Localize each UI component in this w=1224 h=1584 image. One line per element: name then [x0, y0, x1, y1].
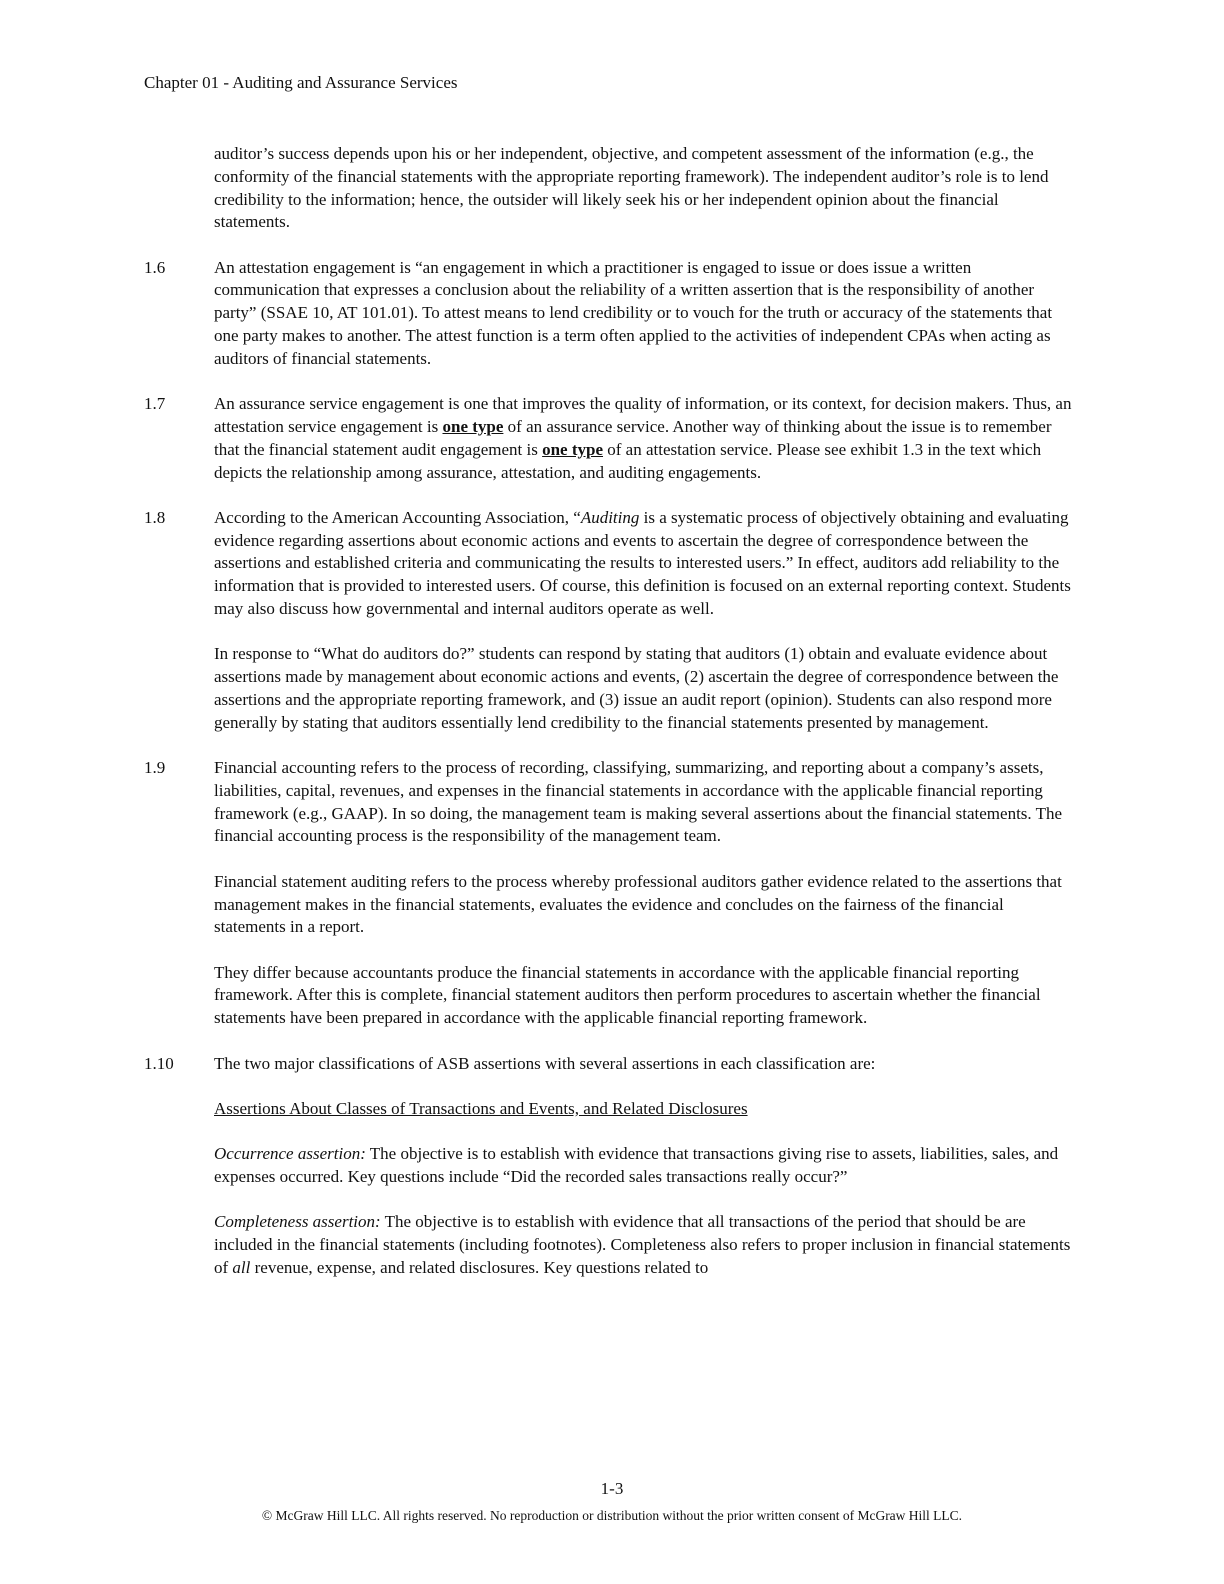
answer-paragraph: Financial accounting refers to the process of recording, classifying, summarizing, and reporting about a company’s assets, liabilities, capital, revenues, and expenses in the financial statements in accordance with the applicable financial reporting framework (e.g., GAAP). In so doing, the management team is making several assertions about the financial statements. The financial accounting process is the responsibility of the management team.	[214, 758, 1063, 846]
answer-1-8	[144, 507, 1074, 735]
item-number: 1.8	[144, 507, 166, 527]
assertion-label: Occurrence assertion:	[214, 1144, 366, 1164]
text-run: According to the American Accounting Association, “	[214, 507, 581, 527]
answer-text	[214, 393, 1074, 484]
text-run: of an assurance service. Another way of thinking about the issue is to remember that the financial statement audit engagement is	[214, 416, 1052, 459]
emphasis-one-type: one type	[542, 439, 604, 459]
text-run: revenue, expense, and related disclosures. Key questions related to	[250, 1257, 709, 1277]
continued-paragraph: auditor’s success depends upon his or her independent, objective, and competent assessment of the information (e.g., the conformity of the financial statements with the appropriate reporting framework). The independent auditor’s role is to lend credibility to the information; hence, the outsider will likely seek his or her independent opinion about the financial statements.	[214, 144, 1049, 232]
answer-paragraph: In response to “What do auditors do?” students can respond by stating that auditors (1) obtain and evaluate evidence about assertions made by management about economic actions and events, (2) ascertain the degree of correspondence between the assertions and the appropriate reporting framework, and (3) issue an audit report (opinion). Students can also respond more generally by stating that auditors essentially lend credibility to the financial statements presented by management.	[214, 644, 1059, 732]
italic-term: all	[232, 1257, 251, 1277]
emphasis-one-type: one type	[442, 416, 504, 436]
item-number: 1.7	[144, 394, 166, 414]
completeness-assertion	[214, 1211, 1074, 1279]
text-run: The objective is to establish with evidence that transactions giving rise to assets, liabilities, sales, and expenses occurred. Key questions include “Did the recorded sales transactions really occur?”	[214, 1144, 1059, 1186]
text-run: is a systematic process of objectively obtaining and evaluating evidence regarding assertions about economic actions and events to ascertain the degree of correspondence between the assertions and established criteria and communicating the results to interested users.” In effect, auditors add reliability to the information that is provided to interested users. Of course, this definition is focused on an external reporting context. Students may also discuss how governmental and internal auditors operate as well.	[214, 507, 1071, 619]
document-body	[144, 143, 1074, 1280]
section-subheading: Assertions About Classes of Transactions and Events, and Related Disclosures	[214, 1098, 748, 1118]
page-header: Chapter 01 - Auditing and Assurance Services	[144, 73, 458, 92]
item-number: 1.9	[144, 758, 166, 778]
italic-term: Auditing	[580, 507, 640, 527]
answer-paragraph: They differ because accountants produce the financial statements in accordance with the applicable financial reporting framework. After this is complete, financial statement auditors then perform procedures to ascertain whether the financial statements have been prepared in accordance with the applicable financial reporting framework.	[214, 962, 1041, 1028]
answer-intro: The two major classifications of ASB assertions with several assertions in each classification are:	[214, 1053, 876, 1073]
text-run: The objective is to establish with evidence that all transactions of the period that should be are included in the financial statements (including footnotes). Completeness also refers to proper inclusion in financial statements of	[214, 1212, 1071, 1277]
answer-paragraph: Financial statement auditing refers to the process whereby professional auditors gather evidence related to the assertions that management makes in the financial statements, evaluates the evidence and concludes on the fairness of the financial statements in a report.	[214, 871, 1062, 937]
item-number: 1.6	[144, 257, 166, 277]
page-number: 1-3	[600, 1479, 624, 1498]
answer-text	[214, 507, 1074, 621]
answer-1-10	[144, 1053, 1074, 1280]
text-run: An assurance service engagement is one that improves the quality of information, or its context, for decision makers. Thus, an attestation service engagement is	[214, 394, 1072, 436]
answer-1-6	[144, 257, 1074, 371]
assertion-label: Completeness assertion:	[214, 1212, 381, 1232]
text-run: of an attestation service. Please see exhibit 1.3 in the text which depicts the relationship among assurance, attestation, and auditing engagements.	[214, 439, 1042, 482]
occurrence-assertion	[214, 1143, 1074, 1189]
answer-text: An attestation engagement is “an engagement in which a practitioner is engaged to issue or does issue a written communication that expresses a conclusion about the reliability of a written assertion that is the responsibility of another party” (SSAE 10, AT 101.01). To attest means to lend credibility or to vouch for the truth or accuracy of the statements that one party makes to another. The attest function is a term often applied to the activities of independent CPAs when acting as auditors of financial statements.	[214, 257, 1053, 368]
answer-1-7	[144, 393, 1074, 484]
item-number: 1.10	[144, 1053, 174, 1073]
copyright-notice: © McGraw Hill LLC. All rights reserved. No reproduction or distribution without the prior written consent of McGraw Hill LLC.	[261, 1508, 963, 1523]
answer-1-9	[144, 757, 1074, 1030]
